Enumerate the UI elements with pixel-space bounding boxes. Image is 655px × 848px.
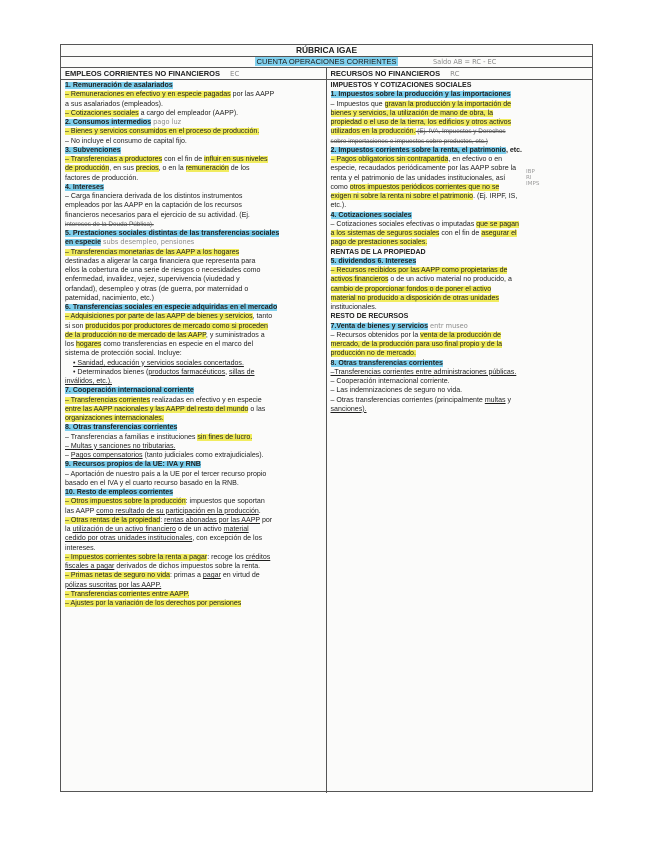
right-column <box>327 68 593 793</box>
rubric-sheet <box>60 44 593 792</box>
text-line: ellos la cobertura de una serie de riesgos o necesidades como <box>65 267 261 274</box>
text-line: sistema de protección social. Incluye: <box>65 350 182 358</box>
section-heading: 7. Cooperación internacional corriente <box>65 387 194 395</box>
text-line: organizaciones internacionales. <box>65 415 164 422</box>
section-heading: 5. dividendos 6. Intereses <box>330 257 417 265</box>
text-line: etc.). <box>330 202 347 210</box>
list-item: • Determinados bienes (productos farmacéuticos, sillas de <box>73 368 255 376</box>
text-line: – Transferencias a productores con el fin de influir en sus niveles <box>65 156 268 163</box>
text-line: – Multas y sanciones no tributarias. <box>65 442 176 450</box>
text-line: entre las AAPP nacionales y las AAPP del resto del mundo o las <box>65 405 266 413</box>
text-line: – Remuneraciones en efectivo y en especie pagadas por las AAPP <box>65 91 275 99</box>
text-line: de la producción no de mercado de las AAPP, y suministrados a <box>65 331 265 339</box>
text-line: pago de prestaciones sociales. <box>330 239 428 247</box>
group-heading: RESTO DE RECURSOS <box>330 313 409 321</box>
right-heading-note: RC <box>450 70 460 78</box>
text-line: empleados por las AAPP en la captación de los recursos <box>65 202 242 210</box>
section-heading: 1. Impuestos sobre la producción y las importaciones <box>330 91 511 99</box>
list-item: • Sanidad, educación y servicios sociales concertados. <box>73 359 244 367</box>
text-line: – No incluye el consumo de capital fijo. <box>65 137 187 145</box>
text-line: – Cotizaciones sociales a cargo del empleador (AAPP). <box>65 109 239 117</box>
page-title: RÚBRICA IGAE <box>61 45 592 57</box>
text-line: – Cooperación internacional corriente. <box>330 378 450 385</box>
text-line: – Impuestos corrientes sobre la renta a pagar: recoge los créditos <box>65 553 271 561</box>
handwritten-note: subs desempleo, pensiones <box>103 238 195 247</box>
text-line: especie, recaudados periódicamente por las AAPP sobre la <box>330 165 517 173</box>
text-line: basado en el IVA y el cuarto recurso basado en la RNB. <box>65 479 239 487</box>
text-line: institucionales. <box>330 304 377 311</box>
text-line: – Transferencias a familias e instituciones sin fines de lucro. <box>65 433 253 441</box>
text-line: mercado, de la producción para uso final propio y de la <box>330 341 503 348</box>
text-line: bienes y servicios, la utilización de mano de obra, la <box>330 109 494 117</box>
text-line: pólizas suscritas por las AAPP. <box>65 581 162 589</box>
text-line: utilizados en la producción. (Ej. IVA, Impuestos y Derechos <box>330 128 506 136</box>
text-line: paternidad, nacimiento, etc.) <box>65 294 154 302</box>
text-line: como otros impuestos periódicos corrientes que no se <box>330 183 500 191</box>
section-heading: 10. Resto de empleos corrientes <box>65 489 174 496</box>
left-column-heading: EMPLEOS CORRIENTES NO FINANCIEROS EC <box>61 68 326 80</box>
section-heading: 1. Remuneración de asalariados <box>65 82 173 89</box>
text-line: – Las indemnizaciones de seguro no vida. <box>330 387 463 395</box>
text-line: los hogares como transferencias en especie en el marco del <box>65 341 254 348</box>
text-line: – Adquisiciones por parte de las AAPP de bienes y servicios, tanto <box>65 313 273 321</box>
subtitle-handwritten-note: Saldo AB = RC - EC <box>433 58 497 66</box>
text-line: – Pagos obligatorios sin contrapartida, en efectivo o en <box>330 156 503 163</box>
text-line: orfandad), desempleo y otras (de guerra, por maternidad o <box>65 285 249 293</box>
text-line: las AAPP como resultado de su participación en la producción. <box>65 507 261 515</box>
text-line: producción no de mercado. <box>330 350 416 358</box>
text-line: cambio de proporcionar fondos o de poner el activo <box>330 285 492 293</box>
text-line: a los sistemas de seguros sociales con el fin de asegurar el <box>330 230 517 237</box>
section-heading: 3. Subvenciones <box>65 146 121 154</box>
margin-handwritten-note: IBP RI IMPS <box>526 169 540 187</box>
text-line: – Transferencias monetarias de las AAPP a los hogares <box>65 248 240 256</box>
section-heading: 2. Consumos intermedios pago luz <box>65 118 182 126</box>
text-line: – Impuestos que gravan la producción y la importación de <box>330 100 512 108</box>
text-line: la utilización de un activo financiero o de un activo material <box>65 526 249 533</box>
handwritten-note: entr museo <box>430 321 468 330</box>
left-column <box>61 68 327 793</box>
subtitle: CUENTA OPERACIONES CORRIENTES <box>256 57 397 66</box>
section-heading: 8. Otras transferencias corrientes <box>330 359 443 367</box>
text-line: – Bienes y servicios consumidos en el proceso de producción. <box>65 128 260 136</box>
text-line: a sus asalariados (empleados). <box>65 100 163 108</box>
text-line: – Otros impuestos sobre la producción: impuestos que soportan <box>65 498 265 506</box>
text-line: factores de producción. <box>65 174 139 182</box>
text-line: – Transferencias corrientes entre AAPP. <box>65 590 190 598</box>
text-line: – Otras transferencias corrientes (principalmente multas y <box>330 396 512 404</box>
text-line: inválidos, etc.). <box>65 378 112 385</box>
section-heading: 6. Transferencias sociales en especie adquiridas en el mercado <box>65 304 278 311</box>
text-line: exigen ni sobre la renta ni sobre el patrimonio. (Ej. IRPF, IS, <box>330 193 518 200</box>
section-heading: 5. Prestaciones sociales distintas de las transferencias sociales <box>65 230 280 237</box>
text-line: – Pagos compensatorios (tanto judiciales como extrajudiciales). <box>65 452 264 459</box>
group-heading: RENTAS DE LA PROPIEDAD <box>330 248 426 256</box>
subtitle-row <box>61 57 592 68</box>
text-line: – Carga financiera derivada de los distintos instrumentos <box>65 193 243 200</box>
right-column-body <box>327 80 593 414</box>
text-line: activos financieros o de un activo material no producido, a <box>330 276 512 284</box>
section-heading: 8. Otras transferencias corrientes <box>65 424 178 432</box>
left-column-body <box>61 80 326 608</box>
text-line: – Primas netas de seguro no vida: primas a pagar en virtud de <box>65 572 260 580</box>
section-heading: 9. Recursos propios de la UE: IVA y RNB <box>65 461 201 469</box>
text-line: –Transferencias corrientes entre administraciones públicas. <box>330 368 517 376</box>
text-line: – Recursos obtenidos por la venta de la producción de <box>330 331 501 339</box>
text-line: intereses. <box>65 544 96 552</box>
text-line: de producción, en sus precios, o en la remuneración de los <box>65 165 250 173</box>
section-heading: 2. Impuestos corrientes sobre la renta, el patrimonio, etc. <box>330 146 523 154</box>
section-heading: 7.Venta de bienes y servicios entr museo <box>330 321 468 330</box>
right-column-heading: RECURSOS NO FINANCIEROS RC <box>327 68 593 80</box>
text-line: si son producidos por productores de mercado como si proceden <box>65 322 268 330</box>
text-line: – Cotizaciones sociales efectivas o imputadas que se pagan <box>330 220 519 228</box>
text-line: fiscales a pagar derivados de dichos impuestos sobre la renta. <box>65 563 261 570</box>
text-line: propiedad o el uso de la tierra, los edificios y otros activos <box>330 119 512 126</box>
text-line: – Ajustes por la variación de los derechos por pensiones <box>65 600 242 607</box>
text-line: sanciones). <box>330 405 367 413</box>
group-heading: IMPUESTOS Y COTIZACIONES SOCIALES <box>330 82 472 89</box>
text-line: intereses de la Deuda Pública). <box>65 220 154 228</box>
text-line: sobre importaciones e impuestos sobre productos, etc.) <box>330 137 488 145</box>
section-heading: en especie subs desempleo, pensiones <box>65 238 195 247</box>
handwritten-note: pago luz <box>153 118 182 126</box>
text-line: financieros necesarios para el ejercicio de su actividad. (Ej. <box>65 211 250 219</box>
text-line: renta y el patrimonio de las unidades institucionales, así <box>330 174 506 182</box>
text-line: destinadas a aligerar la carga financiera que representa para <box>65 257 256 265</box>
columns <box>61 68 592 793</box>
section-heading: 4. Intereses <box>65 183 104 191</box>
text-line: – Aportación de nuestro país a la UE por el tercer recurso propio <box>65 470 267 478</box>
text-line: – Recursos recibidos por las AAPP como propietarias de <box>330 267 508 274</box>
left-heading-note: EC <box>230 70 240 78</box>
text-line: enfermedad, invalidez, vejez, supervivencia (viudedad y <box>65 276 240 284</box>
text-line: material no producido a disposición de otras unidades <box>330 294 499 302</box>
text-line: cedido por otras unidades institucionales, con excepción de los <box>65 535 263 543</box>
text-line: – Otras rentas de la propiedad: rentas abonadas por las AAPP por <box>65 516 273 524</box>
section-heading: 4. Cotizaciones sociales <box>330 211 412 219</box>
text-line: – Transferencias corrientes realizadas en efectivo y en especie <box>65 396 262 404</box>
